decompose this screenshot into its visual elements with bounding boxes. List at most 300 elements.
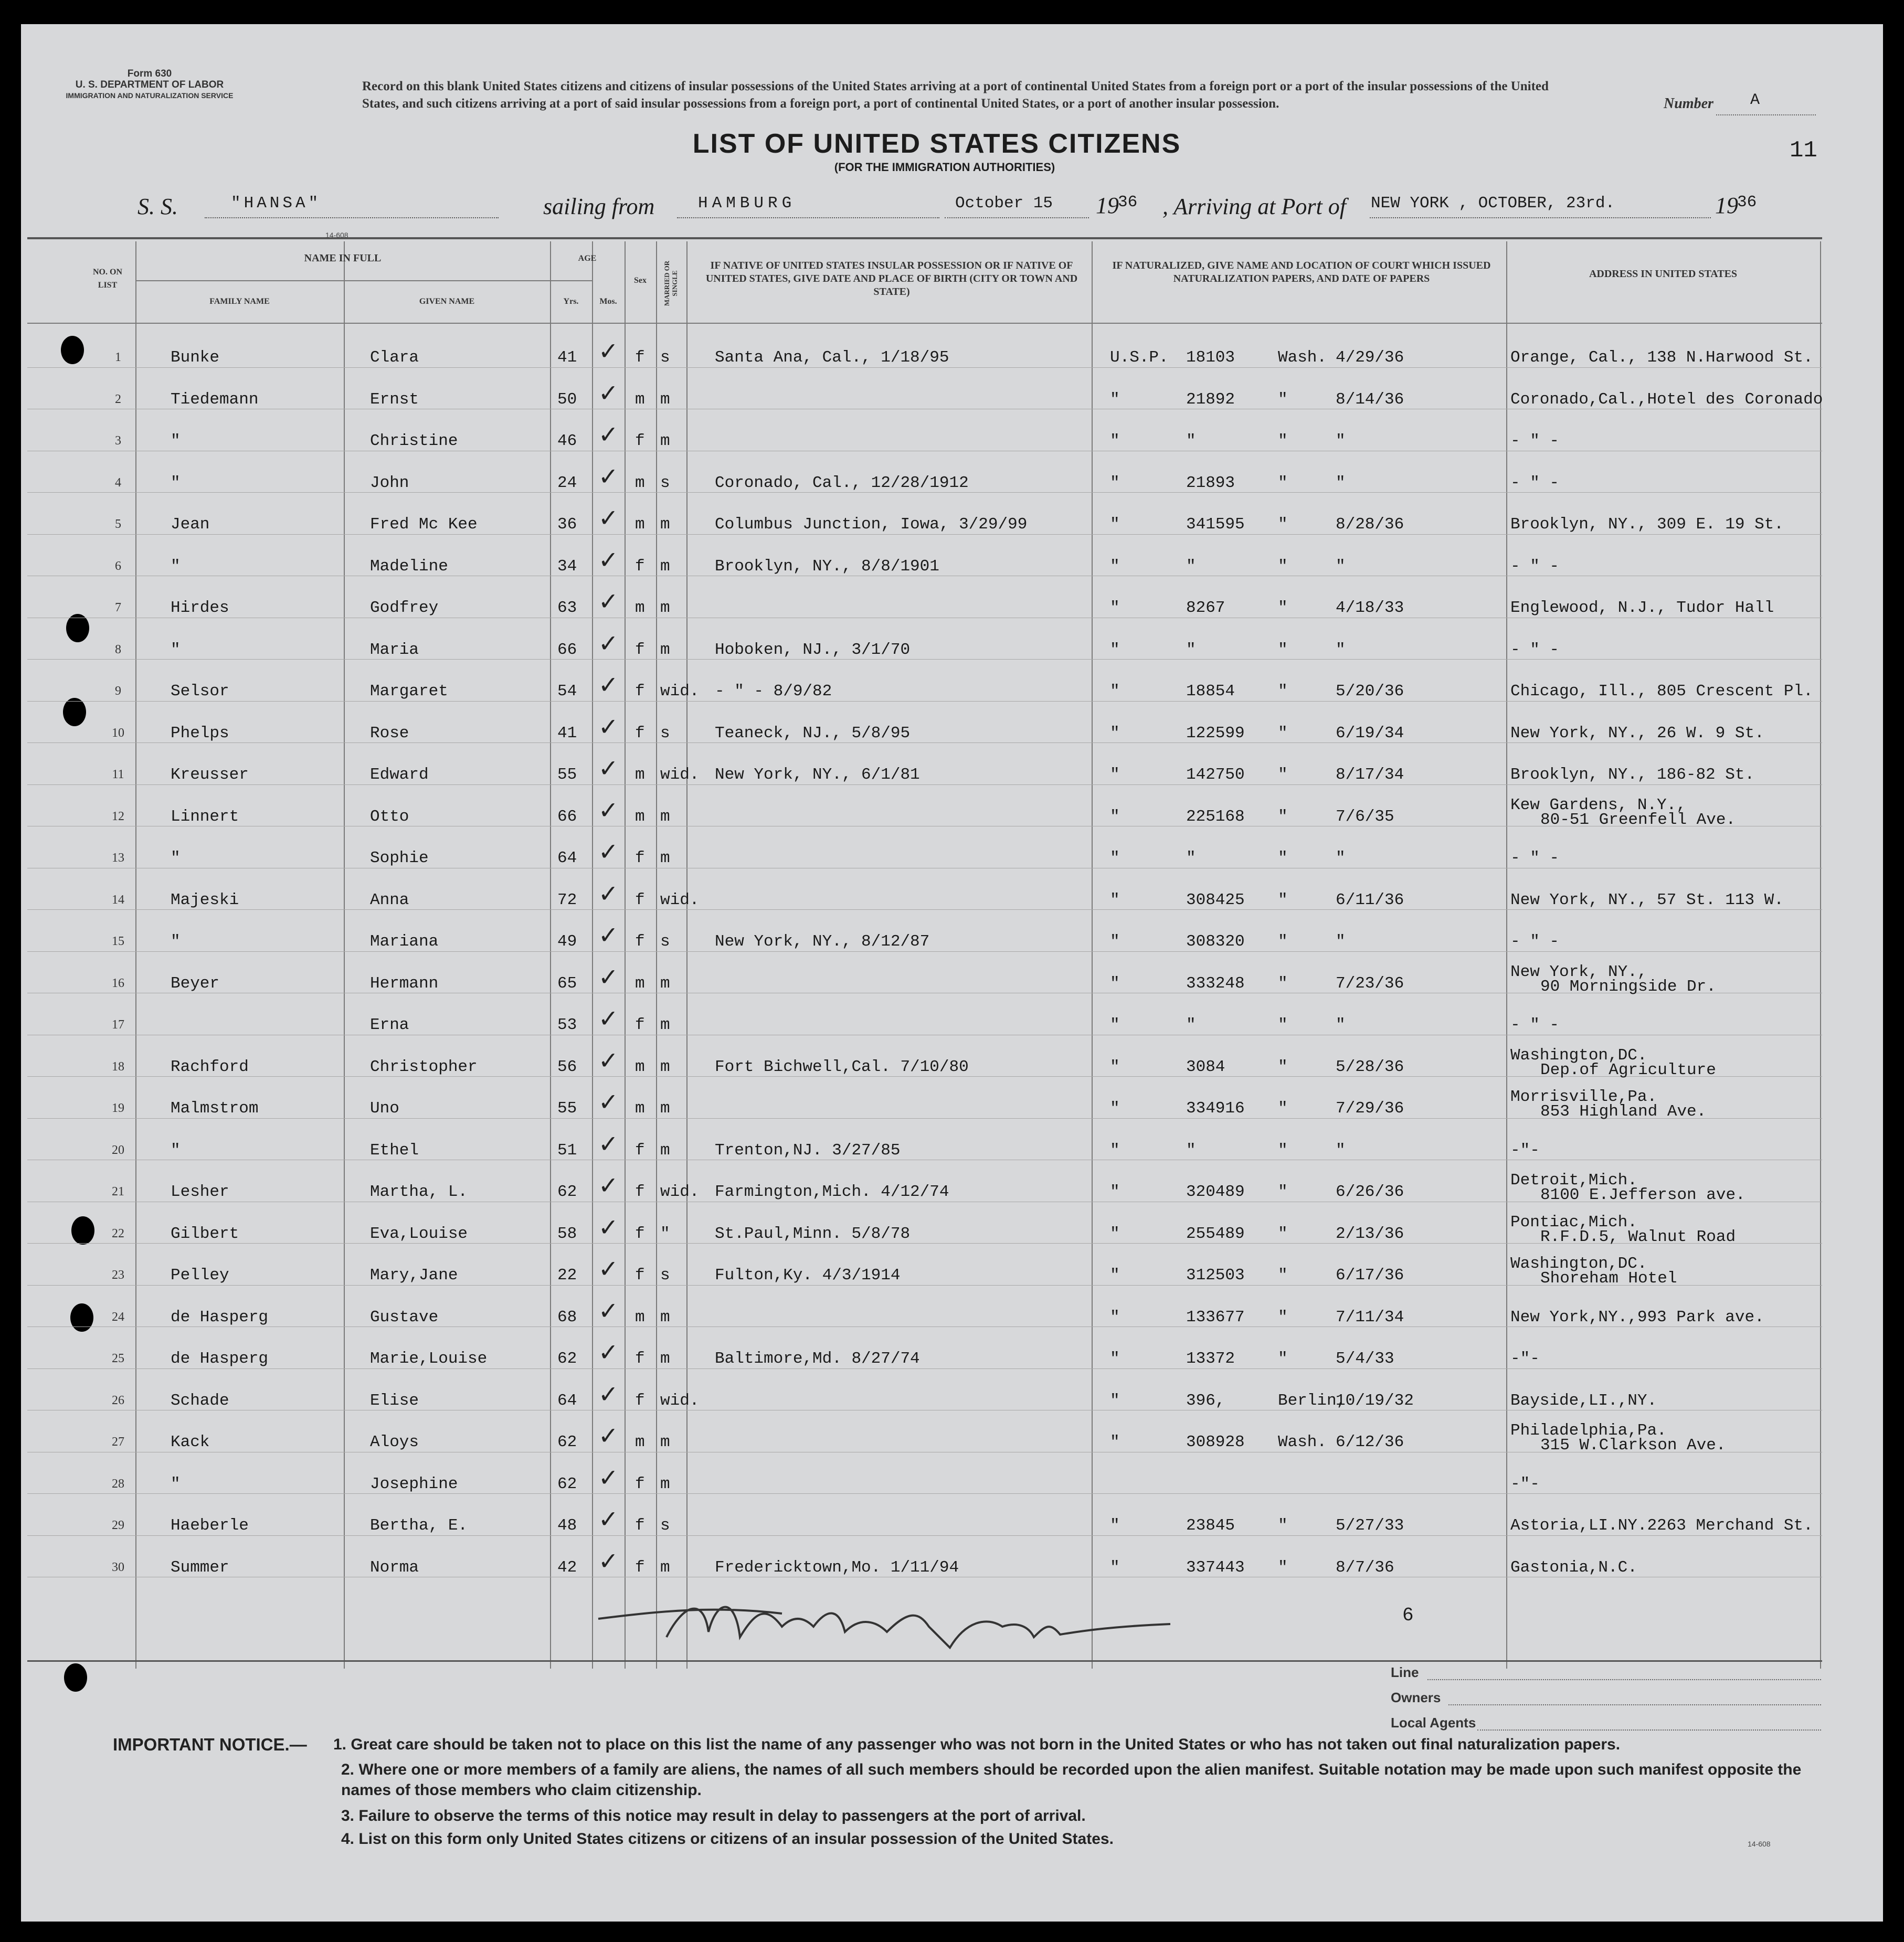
cell-given: Uno <box>370 1099 399 1118</box>
cell-nat-no: " <box>1186 1141 1196 1160</box>
cell-nat-loc: " <box>1278 640 1288 659</box>
cell-nat-court: " <box>1110 724 1120 742</box>
cell-ms: m <box>660 515 670 534</box>
arrive-year-prefix: 19 <box>1715 193 1738 218</box>
cell-family: Kreusser <box>171 766 249 784</box>
cell-sex: m <box>635 599 645 617</box>
cell-family: " <box>171 849 181 867</box>
cell-no: 29 <box>112 1519 124 1532</box>
cell-age: 36 <box>557 515 577 534</box>
row-rule <box>27 492 1822 493</box>
cell-nat-date: " <box>1336 932 1346 951</box>
cell-addr1: New York, NY., <box>1510 962 1647 981</box>
notice-item-3: 3. Failure to observe the terms of this notice may result in delay to passengers at the port of arrival. <box>341 1807 1086 1824</box>
cell-age: 62 <box>557 1474 577 1493</box>
cell-family: Majeski <box>171 890 239 909</box>
cell-nat-date: 6/17/36 <box>1336 1266 1404 1285</box>
check-mark-icon: ✓ <box>598 587 619 616</box>
cell-nat-no: 18103 <box>1186 348 1235 367</box>
cell-nat-no: 21893 <box>1186 473 1235 492</box>
cell-age: 48 <box>557 1516 577 1535</box>
notice-item-4: 4. List on this form only United States citizens or citizens of an insular possession of the United States. <box>341 1830 1114 1848</box>
cell-birth: Hoboken, NJ., 3/1/70 <box>715 640 911 659</box>
cell-addr1: New York,NY.,993 Park ave. <box>1510 1308 1764 1326</box>
cell-sex: f <box>635 1558 645 1577</box>
cell-family: " <box>171 1474 181 1493</box>
agents-field <box>1477 1729 1821 1731</box>
cell-addr1: New York, NY., 57 St. 113 W. <box>1510 890 1784 909</box>
check-mark-icon: ✓ <box>598 1088 619 1116</box>
number-line <box>1716 114 1816 115</box>
cell-age: 24 <box>557 473 577 492</box>
cell-given: Josephine <box>370 1474 458 1493</box>
number-value: A <box>1750 91 1760 109</box>
cell-nat-loc: " <box>1278 1266 1288 1285</box>
cell-given: Elise <box>370 1391 419 1410</box>
cell-nat-loc: " <box>1278 1141 1288 1160</box>
cell-addr1: Detroit,Mich. <box>1510 1171 1637 1190</box>
cell-no: 15 <box>112 935 124 948</box>
column-divider <box>656 241 657 1669</box>
cell-age: 68 <box>557 1308 577 1326</box>
depart-date-line <box>945 217 1089 218</box>
cell-ms: " <box>660 1224 670 1243</box>
cell-sex: f <box>635 1516 645 1535</box>
notice-lead: IMPORTANT NOTICE.— <box>113 1735 307 1754</box>
cell-sex: f <box>635 1141 645 1160</box>
cell-given: Erna <box>370 1016 409 1034</box>
cell-nat-court: " <box>1110 1099 1120 1118</box>
cell-nat-no: 23845 <box>1186 1516 1235 1535</box>
cell-sex: f <box>635 849 645 867</box>
cell-nat-loc: " <box>1278 473 1288 492</box>
cell-ms: m <box>660 432 670 450</box>
cell-nat-loc: " <box>1278 557 1288 576</box>
cell-age: 66 <box>557 640 577 659</box>
cell-age: 55 <box>557 1099 577 1118</box>
officer-signature <box>583 1574 1370 1679</box>
column-divider <box>625 241 626 1669</box>
cell-ms: wid. <box>660 1391 700 1410</box>
cell-sex: m <box>635 390 645 409</box>
cell-addr1: Pontiac,Mich. <box>1510 1213 1637 1232</box>
cell-sex: m <box>635 473 645 492</box>
cell-nat-no: 8267 <box>1186 599 1225 617</box>
cell-birth: Farmington,Mich. 4/12/74 <box>715 1183 949 1201</box>
cell-age: 46 <box>557 432 577 450</box>
check-mark-icon: ✓ <box>598 671 619 699</box>
cell-addr1: - " - <box>1510 473 1560 492</box>
cell-addr1: New York, NY., 26 W. 9 St. <box>1510 724 1764 742</box>
cell-ms: m <box>660 807 670 826</box>
cell-no: 28 <box>112 1477 124 1491</box>
cell-age: 56 <box>557 1057 577 1076</box>
cell-given: Mariana <box>370 932 439 951</box>
cell-sex: m <box>635 515 645 534</box>
cell-nat-no: 122599 <box>1186 724 1245 742</box>
cell-age: 62 <box>557 1350 577 1368</box>
header-age: AGE <box>578 254 597 263</box>
cell-no: 6 <box>115 559 121 573</box>
cell-sex: m <box>635 1433 645 1451</box>
form-identifier <box>60 68 239 101</box>
cell-nat-no: 341595 <box>1186 515 1245 534</box>
cell-given: Bertha, E. <box>370 1516 468 1535</box>
cell-nat-court: U.S.P. <box>1110 348 1169 367</box>
bottom-code: 14-608 <box>1748 1840 1771 1848</box>
cell-nat-court: " <box>1110 1266 1120 1285</box>
cell-addr1: - " - <box>1510 932 1560 951</box>
row-rule <box>27 659 1822 660</box>
cell-birth: Teaneck, NJ., 5/8/95 <box>715 724 911 742</box>
cell-birth: Santa Ana, Cal., 1/18/95 <box>715 348 949 367</box>
cell-no: 17 <box>112 1018 124 1032</box>
cell-addr2: Shoreham Hotel <box>1540 1269 1677 1288</box>
cell-family: de Hasperg <box>171 1308 269 1326</box>
top-rule <box>27 237 1822 239</box>
cell-nat-date: 4/18/33 <box>1336 599 1404 617</box>
cell-given: John <box>370 473 409 492</box>
page-subtitle: (FOR THE IMMIGRATION AUTHORITIES) <box>834 161 1055 174</box>
row-rule <box>27 534 1822 535</box>
cell-ms: s <box>660 348 670 367</box>
header-rule <box>135 280 593 281</box>
column-divider <box>1820 241 1821 1669</box>
cell-no: 25 <box>112 1352 124 1365</box>
cell-birth: Baltimore,Md. 8/27/74 <box>715 1350 920 1368</box>
row-rule <box>27 1368 1822 1369</box>
cell-sex: f <box>635 890 645 909</box>
cell-birth: Brooklyn, NY., 8/8/1901 <box>715 557 939 576</box>
cell-nat-loc: Berlin, <box>1278 1391 1347 1410</box>
cell-nat-court: " <box>1110 1183 1120 1201</box>
cell-family: Pelley <box>171 1266 229 1285</box>
cell-nat-loc: " <box>1278 724 1288 742</box>
cell-birth: Fort Bichwell,Cal. 7/10/80 <box>715 1057 969 1076</box>
cell-no: 22 <box>112 1226 124 1240</box>
check-mark-icon: ✓ <box>598 1421 619 1450</box>
cell-ms: m <box>660 557 670 576</box>
cell-nat-no: 21892 <box>1186 390 1235 409</box>
cell-nat-no: " <box>1186 557 1196 576</box>
cell-nat-loc: " <box>1278 432 1288 450</box>
cell-family: Lesher <box>171 1183 229 1201</box>
header-given: GIVEN NAME <box>419 297 475 306</box>
cell-birth: Coronado, Cal., 12/28/1912 <box>715 473 969 492</box>
cell-nat-court: " <box>1110 1350 1120 1368</box>
cell-ms: s <box>660 1516 670 1535</box>
check-mark-icon: ✓ <box>598 1129 619 1158</box>
cell-nat-date: " <box>1336 849 1346 867</box>
cell-no: 14 <box>112 893 124 907</box>
cell-given: Edward <box>370 766 429 784</box>
cell-no: 12 <box>112 809 124 823</box>
cell-addr1: - " - <box>1510 640 1560 659</box>
cell-sex: m <box>635 1057 645 1076</box>
cell-no: 20 <box>112 1143 124 1157</box>
department: U. S. DEPARTMENT OF LABOR <box>75 79 224 90</box>
cell-ms: wid. <box>660 890 700 909</box>
column-divider <box>592 241 593 1669</box>
row-rule <box>27 367 1822 368</box>
cell-nat-loc: " <box>1278 1057 1288 1076</box>
header-no: NO. ON LIST <box>93 268 122 290</box>
row-rule <box>27 1326 1822 1327</box>
check-mark-icon: ✓ <box>598 1505 619 1533</box>
cell-no: 5 <box>115 517 121 531</box>
cell-sex: f <box>635 557 645 576</box>
cell-nat-date: 8/17/34 <box>1336 766 1404 784</box>
binder-hole <box>70 1303 93 1332</box>
column-divider <box>550 241 551 1669</box>
check-mark-icon: ✓ <box>598 1546 619 1575</box>
row-rule <box>27 784 1822 785</box>
cell-family: de Hasperg <box>171 1350 269 1368</box>
cell-nat-date: 7/6/35 <box>1336 807 1394 826</box>
cell-nat-date: 6/26/36 <box>1336 1183 1404 1201</box>
cell-nat-date: 5/27/33 <box>1336 1516 1404 1535</box>
check-mark-icon: ✓ <box>598 462 619 491</box>
header-mos: Mos. <box>599 297 617 306</box>
check-mark-icon: ✓ <box>598 962 619 991</box>
cell-nat-no: 255489 <box>1186 1224 1245 1243</box>
cell-nat-no: 334916 <box>1186 1099 1245 1118</box>
cell-sex: f <box>635 348 645 367</box>
port-from-line <box>677 217 939 218</box>
check-mark-icon: ✓ <box>598 1004 619 1033</box>
cell-age: 54 <box>557 682 577 701</box>
cell-addr1: Kew Gardens, N.Y., <box>1510 795 1686 814</box>
cell-age: 72 <box>557 890 577 909</box>
cell-ms: m <box>660 640 670 659</box>
cell-ms: wid. <box>660 682 700 701</box>
cell-nat-loc: " <box>1278 849 1288 867</box>
cell-family: Summer <box>171 1558 229 1577</box>
cell-no: 13 <box>112 851 124 865</box>
cell-ms: m <box>660 849 670 867</box>
cell-sex: m <box>635 1099 645 1118</box>
cell-sex: f <box>635 1391 645 1410</box>
cell-addr1: -"- <box>1510 1474 1540 1493</box>
number-label: Number <box>1664 95 1713 112</box>
cell-family: " <box>171 932 181 951</box>
cell-age: 34 <box>557 557 577 576</box>
cell-addr1: Philadelphia,Pa. <box>1510 1421 1667 1440</box>
check-mark-icon: ✓ <box>598 712 619 741</box>
cell-given: Anna <box>370 890 409 909</box>
cell-nat-loc: " <box>1278 599 1288 617</box>
check-mark-icon: ✓ <box>598 1255 619 1283</box>
cell-nat-court: " <box>1110 1391 1120 1410</box>
cell-nat-loc: " <box>1278 1016 1288 1034</box>
tally-number: 6 <box>1402 1605 1414 1626</box>
cell-nat-court: " <box>1110 473 1120 492</box>
check-mark-icon: ✓ <box>598 1338 619 1366</box>
cell-family: Gilbert <box>171 1224 239 1243</box>
line-field <box>1427 1679 1821 1680</box>
cell-sex: f <box>635 1224 645 1243</box>
header-yrs: Yrs. <box>563 297 579 306</box>
cell-no: 11 <box>112 768 124 781</box>
cell-nat-court: " <box>1110 1057 1120 1076</box>
cell-ms: m <box>660 390 670 409</box>
cell-nat-date: 7/11/34 <box>1336 1308 1404 1326</box>
check-mark-icon: ✓ <box>598 754 619 782</box>
cell-age: 64 <box>557 849 577 867</box>
cell-nat-loc: " <box>1278 515 1288 534</box>
cell-birth: New York, NY., 6/1/81 <box>715 766 920 784</box>
arrive-year: 36 <box>1737 193 1757 211</box>
cell-no: 9 <box>115 684 121 698</box>
cell-sex: f <box>635 682 645 701</box>
cell-ms: wid. <box>660 1183 700 1201</box>
cell-addr1: Orange, Cal., 138 N.Harwood St. <box>1510 348 1813 367</box>
check-mark-icon: ✓ <box>598 879 619 908</box>
cell-age: 65 <box>557 974 577 993</box>
cell-no: 24 <box>112 1310 124 1324</box>
cell-nat-loc: " <box>1278 1308 1288 1326</box>
cell-given: Margaret <box>370 682 448 701</box>
header-naturalized: IF NATURALIZED, GIVE NAME AND LOCATION OF COURT WHICH ISSUED NATURALIZATION PAPERS, AND DATE OF PAPERS <box>1112 260 1491 284</box>
cell-age: 22 <box>557 1266 577 1285</box>
cell-family: Rachford <box>171 1057 249 1076</box>
cell-age: 55 <box>557 766 577 784</box>
cell-nat-court: " <box>1110 432 1120 450</box>
check-mark-icon: ✓ <box>598 504 619 532</box>
owners-field <box>1448 1704 1821 1705</box>
cell-family: Kack <box>171 1433 210 1451</box>
ship-line <box>205 217 499 218</box>
cell-nat-date: 2/13/36 <box>1336 1224 1404 1243</box>
cell-nat-date: 5/20/36 <box>1336 682 1404 701</box>
cell-addr1: Brooklyn, NY., 186-82 St. <box>1510 766 1755 784</box>
port-to: NEW YORK , OCTOBER, 23rd. <box>1371 194 1615 213</box>
cell-sex: f <box>635 1266 645 1285</box>
cell-addr1: - " - <box>1510 849 1560 867</box>
cell-sex: f <box>635 1183 645 1201</box>
cell-family: Jean <box>171 515 210 534</box>
cell-sex: f <box>635 640 645 659</box>
cell-nat-court: " <box>1110 890 1120 909</box>
cell-family: Hirdes <box>171 599 229 617</box>
line-label: Line <box>1391 1664 1419 1680</box>
cell-no: 23 <box>112 1268 124 1282</box>
cell-ms: m <box>660 1141 670 1160</box>
cell-ms: s <box>660 473 670 492</box>
cell-nat-loc: " <box>1278 974 1288 993</box>
cell-sex: f <box>635 724 645 742</box>
cell-nat-no: 225168 <box>1186 807 1245 826</box>
cell-ms: s <box>660 1266 670 1285</box>
check-mark-icon: ✓ <box>598 378 619 407</box>
header-bottom-rule <box>27 323 1822 324</box>
check-mark-icon: ✓ <box>598 921 619 949</box>
cell-family: Beyer <box>171 974 220 993</box>
cell-age: 50 <box>557 390 577 409</box>
cell-no: 21 <box>112 1185 124 1198</box>
depart-year-prefix: 19 <box>1096 193 1119 218</box>
cell-age: 66 <box>557 807 577 826</box>
cell-addr1: Washington,DC. <box>1510 1046 1647 1065</box>
cell-nat-court: " <box>1110 807 1120 826</box>
header-name-in-full: NAME IN FULL <box>304 252 382 264</box>
cell-nat-date: " <box>1336 473 1346 492</box>
header-family: FAMILY NAME <box>209 297 270 306</box>
cell-family: " <box>171 1141 181 1160</box>
check-mark-icon: ✓ <box>598 420 619 449</box>
cell-sex: f <box>635 1350 645 1368</box>
cell-nat-court: " <box>1110 766 1120 784</box>
cell-ms: m <box>660 1474 670 1493</box>
cell-age: 62 <box>557 1183 577 1201</box>
cell-addr1: Gastonia,N.C. <box>1510 1558 1637 1577</box>
cell-nat-loc: " <box>1278 1350 1288 1368</box>
cell-nat-date: " <box>1336 432 1346 450</box>
column-divider <box>1092 241 1093 1669</box>
agents-label: Local Agents <box>1391 1715 1476 1731</box>
cell-nat-loc: " <box>1278 766 1288 784</box>
cell-addr1: Morrisville,Pa. <box>1510 1088 1657 1106</box>
owners-label: Owners <box>1391 1690 1441 1705</box>
cell-ms: m <box>660 1057 670 1076</box>
cell-given: Marie,Louise <box>370 1350 488 1368</box>
cell-nat-no: " <box>1186 640 1196 659</box>
cell-addr1: Coronado,Cal.,Hotel des Coronado <box>1510 390 1823 409</box>
check-mark-icon: ✓ <box>598 1171 619 1200</box>
arriving-label: , Arriving at Port of <box>1162 194 1346 219</box>
check-mark-icon: ✓ <box>598 629 619 657</box>
binder-hole <box>63 698 86 726</box>
cell-no: 2 <box>115 392 121 406</box>
cell-nat-loc: " <box>1278 682 1288 701</box>
cell-family: " <box>171 640 181 659</box>
cell-nat-date: " <box>1336 1141 1346 1160</box>
binder-hole <box>64 1663 87 1692</box>
column-divider <box>1506 241 1507 1669</box>
cell-addr1: Brooklyn, NY., 309 E. 19 St. <box>1510 515 1784 534</box>
cell-nat-court: " <box>1110 1308 1120 1326</box>
cell-age: 63 <box>557 599 577 617</box>
row-rule <box>27 951 1822 952</box>
cell-ms: m <box>660 1308 670 1326</box>
cell-nat-court: " <box>1110 1016 1120 1034</box>
cell-sex: f <box>635 932 645 951</box>
cell-family: Linnert <box>171 807 239 826</box>
cell-nat-court: " <box>1110 1516 1120 1535</box>
cell-sex: m <box>635 807 645 826</box>
cell-birth: Columbus Junction, Iowa, 3/29/99 <box>715 515 1028 534</box>
cell-given: Madeline <box>370 557 448 576</box>
cell-given: Aloys <box>370 1433 419 1451</box>
cell-family: Phelps <box>171 724 229 742</box>
cell-given: Hermann <box>370 974 439 993</box>
cell-nat-no: 142750 <box>1186 766 1245 784</box>
cell-nat-loc: " <box>1278 890 1288 909</box>
cell-addr1: Chicago, Ill., 805 Crescent Pl. <box>1510 682 1813 701</box>
cell-given: Clara <box>370 348 419 367</box>
notice-item-2: 2. Where one or more members of a family are aliens, the names of all such members should be recorded upon the alien manifest. Suitable notation may be made upon such manifest opposite the names of those members who claim citizenship. <box>341 1761 1802 1799</box>
cell-nat-no: " <box>1186 1016 1196 1034</box>
page-number: 11 <box>1790 137 1817 164</box>
cell-addr1: - " - <box>1510 1016 1560 1034</box>
port-from: HAMBURG <box>698 194 796 213</box>
cell-age: 58 <box>557 1224 577 1243</box>
cell-given: Ethel <box>370 1141 419 1160</box>
cell-given: Otto <box>370 807 409 826</box>
cell-no: 10 <box>112 726 124 740</box>
cell-given: Ernst <box>370 390 419 409</box>
cell-nat-court: " <box>1110 390 1120 409</box>
